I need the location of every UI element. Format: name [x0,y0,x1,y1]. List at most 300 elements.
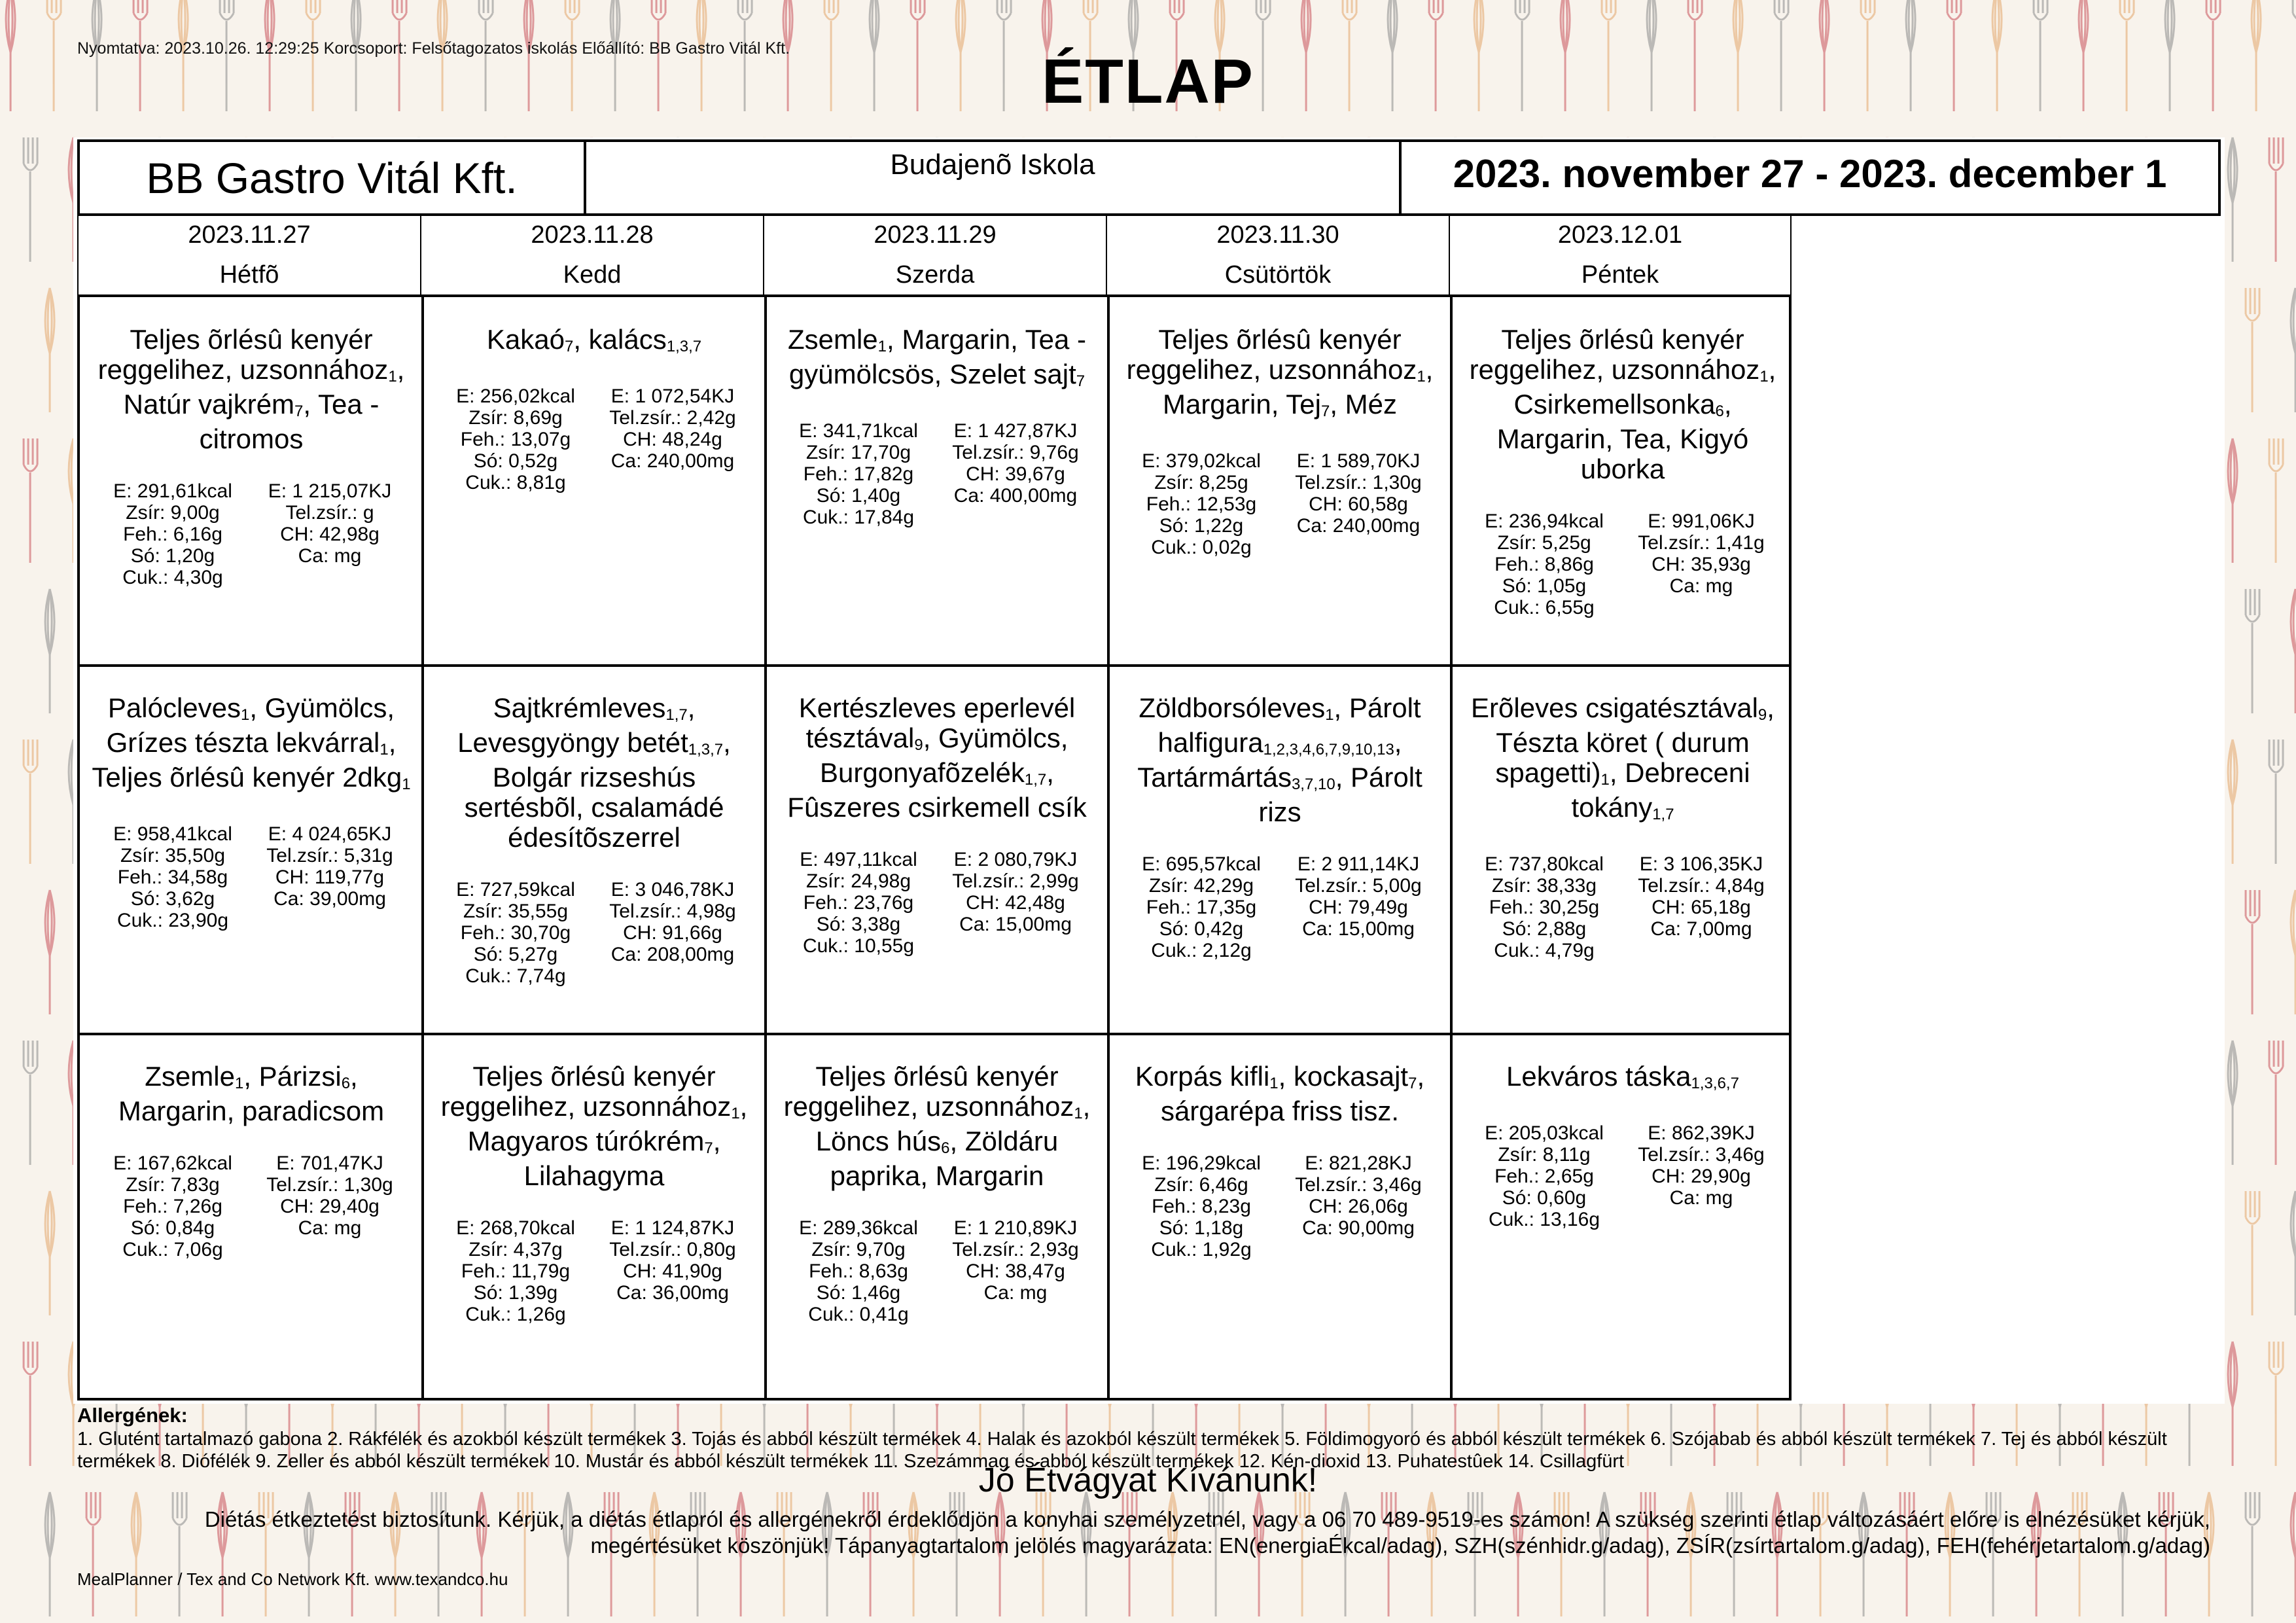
meal-text: , Méz [1330,389,1398,419]
meal-text: , Csirkemellsonka [1513,354,1776,419]
day-name: Kedd [563,261,622,289]
meal-text: , Margarin, paradicsom [118,1061,385,1126]
allergen-codes: 6 [1715,402,1724,420]
nutrition-value: Feh.: 8,86g [1494,554,1594,575]
grid-divider [1107,297,1110,1398]
nutrition-right-column [1280,853,1437,961]
nutrition-value: E: 497,11kcal [800,849,917,870]
meal-description [434,693,754,853]
nutrition-value: Feh.: 8,63g [809,1260,908,1282]
nutrition-value: Tel.zsír.: 0,80g [609,1239,736,1260]
meal-text: , Margarin, Tej [1162,354,1434,419]
fork-icon [24,1342,37,1466]
nutrition-value: Zsír: 24,98g [805,870,911,892]
allergen-codes: 9 [914,736,923,754]
nutrition-value: Tel.zsír.: 4,84g [1638,875,1765,897]
allergen-codes: 1 [1269,1075,1279,1092]
nutrition-value: Tel.zsír.: 2,42g [609,407,736,429]
whisk-icon [2228,1041,2237,1165]
allergen-codes: 1 [1074,1105,1083,1122]
nutrition-value: Tel.zsír.: 1,30g [1295,472,1422,493]
day-date: 2023.11.27 [188,221,311,249]
nutrition-value: Cuk.: 1,92g [1151,1239,1252,1260]
meal-cell [1108,666,1451,1034]
allergen-codes: 1 [1759,368,1769,385]
nutrition-left-column [1123,1152,1280,1260]
nutrition-right-column [937,1217,1094,1325]
nutrition-value: Tel.zsír.: 2,99g [952,870,1079,892]
nutrition-value: Ca: 240,00mg [1296,515,1421,537]
meal-description [777,1061,1097,1191]
nutrition-value: Só: 1,20g [130,545,215,567]
whisk-icon [45,1191,54,1315]
day-name: Hétfõ [219,261,279,289]
meal-description [92,325,411,454]
whisk-icon [45,589,54,713]
fork-icon [2269,740,2283,864]
nutrition-info [80,823,423,931]
nutrition-value: E: 268,70kcal [456,1217,575,1239]
nutrition-value: Cuk.: 17,84g [802,507,915,528]
meal-description [434,1061,754,1191]
nutrition-value: CH: 26,06g [1309,1196,1408,1217]
nutrition-value: Cuk.: 4,79g [1494,940,1595,961]
nutrition-value: Só: 2,88g [1502,918,1587,940]
nutrition-right-column [1623,1122,1780,1230]
fork-icon [2269,1041,2283,1165]
allergen-codes: 1 [380,741,389,758]
nutrition-right-column [1623,510,1780,618]
nutrition-right-column [1280,450,1437,558]
nutrition-value: Cuk.: 7,06g [122,1239,223,1260]
meal-cell [80,666,423,1034]
school-name: Budajenõ Iskola [584,142,1402,213]
fork-icon [2246,1191,2259,1315]
nutrition-value: E: 2 911,14KJ [1297,853,1420,875]
whisk-icon [2228,1342,2237,1466]
meal-cell [766,297,1108,666]
nutrition-value: Ca: 36,00mg [616,1282,729,1304]
nutrition-value: Ca: 90,00mg [1302,1217,1415,1239]
nutrition-value: Ca: 208,00mg [610,944,735,965]
whisk-icon [2291,890,2296,1014]
nutrition-info [766,1217,1108,1325]
nutrition-value: Só: 1,46g [816,1282,901,1304]
nutrition-value: Ca: mg [298,545,362,567]
nutrition-value: CH: 38,47g [966,1260,1065,1282]
nutrition-value: Feh.: 13,07g [460,429,571,450]
meal-cell [1451,1034,1794,1402]
meal-text: Korpás kifli [1135,1061,1270,1092]
nutrition-value: Feh.: 7,26g [123,1196,222,1217]
fork-icon [24,137,37,262]
allergen-codes: 7 [704,1139,713,1157]
nutrition-value: Só: 1,40g [816,485,901,507]
allergen-codes: 3,7,10 [1291,776,1335,793]
meal-text: , Margarin, Tea, Kigyó uborka [1496,389,1749,484]
meal-description [92,693,411,797]
day-date: 2023.11.28 [531,221,654,249]
nutrition-value: E: 167,62kcal [113,1152,232,1174]
meal-text: , Levesgyöngy betét [457,692,696,758]
meal-text: , Zöldáru paprika, Margarin [830,1126,1059,1191]
whisk-icon [2228,438,2237,563]
meal-text: , Debreceni tokány [1571,757,1750,823]
nutrition-left-column [437,385,594,493]
nutrition-value: Só: 1,39g [473,1282,558,1304]
meal-text: , Párolt rizs [1258,762,1422,827]
nutrition-value: E: 821,28KJ [1305,1152,1412,1174]
meal-text: Erõleves csigatésztával [1471,692,1758,723]
nutrition-value: Tel.zsír.: g [285,502,374,524]
allergen-codes: 6 [941,1139,950,1157]
nutrition-value: Feh.: 12,53g [1146,493,1257,515]
nutrition-value: CH: 42,98g [280,524,380,545]
meal-text: Lekváros táska [1506,1061,1691,1092]
meal-text: Teljes õrlésû kenyér reggelihez, uzsonnához [97,324,389,385]
nutrition-right-column [937,849,1094,957]
allergen-codes: 1,7 [1652,806,1674,823]
meal-cell [423,666,766,1034]
allergen-codes: 6 [341,1075,351,1092]
nutrition-value: Ca: mg [1669,575,1733,597]
nutrition-value: E: 3 046,78KJ [610,879,735,901]
allergen-codes: 1 [1600,771,1610,789]
nutrition-left-column [780,1217,937,1325]
allergen-codes: 7 [1076,372,1086,390]
nutrition-value: Tel.zsír.: 9,76g [952,442,1079,463]
fork-icon [2269,137,2283,262]
meal-text: , Gyümölcs, Burgonyafõzelék [820,722,1069,788]
nutrition-value: Só: 3,38g [816,914,901,935]
meal-text: Palócleves [107,692,241,723]
nutrition-value: Ca: 400,00mg [953,485,1078,507]
nutrition-right-column [1623,853,1780,961]
whisk-icon [2291,288,2296,412]
allergen-codes: 1 [1417,368,1426,385]
meal-description [1463,1061,1782,1096]
day-name: Péntek [1581,261,1659,289]
nutrition-value: Zsír: 7,83g [126,1174,220,1196]
date-range: 2023. november 27 - 2023. december 1 [1453,152,2167,196]
nutrition-value: E: 289,36kcal [799,1217,918,1239]
day-name: Szerda [895,261,975,289]
nutrition-value: Só: 0,52g [473,450,558,472]
nutrition-value: Cuk.: 0,02g [1151,537,1252,558]
nutrition-value: CH: 29,90g [1651,1166,1751,1187]
nutrition-value: CH: 91,66g [623,922,722,944]
day-name: Csütörtök [1224,261,1332,289]
meal-description [434,325,754,359]
nutrition-value: Tel.zsír.: 5,31g [266,845,393,866]
nutrition-value: Cuk.: 23,90g [116,910,229,931]
nutrition-value: Feh.: 11,79g [461,1260,571,1282]
meal-text: , Magyaros túrókrém [467,1091,748,1156]
meal-cell [423,1034,766,1402]
nutrition-value: Cuk.: 7,74g [465,965,566,987]
nutrition-right-column [594,385,751,493]
allergen-codes: 1,2,3,4,6,7,9,10,13 [1263,741,1394,758]
nutrition-value: Cuk.: 8,81g [465,472,566,493]
nutrition-value: E: 1 427,87KJ [953,420,1078,442]
day-date: 2023.12.01 [1557,221,1683,249]
nutrition-value: Zsír: 4,37g [468,1239,563,1260]
nutrition-info [1451,853,1794,961]
meal-text: , Margarin, Tea - gyümölcsös, Szelet sajt [788,324,1087,389]
nutrition-value: E: 205,03kcal [1485,1122,1604,1144]
nutrition-value: E: 958,41kcal [113,823,232,845]
nutrition-value: Ca: mg [983,1282,1048,1304]
nutrition-value: Zsír: 9,70g [811,1239,906,1260]
allergen-codes: 1 [1325,706,1334,724]
nutrition-value: Tel.zsír.: 3,46g [1638,1144,1765,1166]
allergen-codes: 1,3,7 [666,338,702,355]
meal-text: , Tea - citromos [199,389,380,454]
nutrition-value: Só: 1,05g [1502,575,1587,597]
nutrition-value: Zsír: 8,25g [1154,472,1248,493]
meal-text: , Párizsi [243,1061,342,1092]
day-header [420,216,763,294]
fork-icon [2246,1492,2259,1616]
page-title: ÉTLAP [1042,46,1254,116]
meal-description [1120,1061,1439,1126]
nutrition-value: Cuk.: 0,41g [808,1304,909,1325]
whisk-icon [45,288,54,412]
nutrition-value: Zsír: 35,50g [120,845,226,866]
nutrition-info [1108,853,1451,961]
meal-cell [766,1034,1108,1402]
nutrition-value: Ca: 7,00mg [1650,918,1752,940]
whisk-icon [2228,137,2237,262]
meal-text: , kalács [573,324,667,355]
meal-text: , Tészta köret ( durum spagetti) [1495,692,1775,788]
nutrition-value: Tel.zsír.: 5,00g [1295,875,1422,897]
meal-description [92,1061,411,1126]
nutrition-right-column [594,879,751,987]
nutrition-value: Ca: 240,00mg [610,450,735,472]
footer-credit: MealPlanner / Tex and Co Network Kft. www.texandco.hu [77,1569,508,1589]
nutrition-info [423,385,766,493]
nutrition-value: Ca: mg [298,1217,362,1239]
nutrition-value: Tel.zsír.: 1,30g [266,1174,393,1196]
nutrition-left-column [780,849,937,957]
day-header [763,216,1106,294]
nutrition-value: Zsír: 17,70g [805,442,911,463]
nutrition-right-column [594,1217,751,1325]
meal-text: , Teljes õrlésû kenyér 2dkg [92,727,402,793]
day-header [1449,216,1792,294]
allergen-codes: 9 [1757,706,1767,724]
allergen-codes: 1 [234,1075,244,1092]
nutrition-value: E: 291,61kcal [113,480,232,502]
nutrition-value: E: 991,06KJ [1648,510,1755,532]
nutrition-left-column [94,823,251,931]
allergen-codes: 1,3,6,7 [1691,1075,1739,1092]
whisk-icon [2291,1191,2296,1315]
whisk-icon [2291,1492,2296,1616]
nutrition-value: E: 1 589,70KJ [1296,450,1421,472]
nutrition-value: E: 3 106,35KJ [1639,853,1763,875]
nutrition-info [1108,450,1451,558]
nutrition-value: E: 701,47KJ [276,1152,383,1174]
nutrition-value: E: 737,80kcal [1485,853,1604,875]
meal-text: Kertészleves eperlevél tésztával [798,692,1076,753]
nutrition-value: E: 1 210,89KJ [953,1217,1078,1239]
nutrition-value: Zsír: 8,69g [468,407,563,429]
nutrition-left-column [780,420,937,528]
nutrition-value: Cuk.: 10,55g [802,935,915,957]
meal-description [1120,325,1439,424]
fork-icon [24,1041,37,1165]
nutrition-value: Cuk.: 6,55g [1494,597,1595,618]
nutrition-right-column [937,420,1094,528]
nutrition-value: Ca: 39,00mg [274,888,386,910]
nutrition-value: Ca: mg [1669,1187,1733,1209]
nutrition-value: Só: 0,42g [1159,918,1244,940]
company-name: BB Gastro Vitál Kft. [146,153,518,202]
nutrition-info [1451,510,1794,618]
meal-text: Teljes õrlésû kenyér reggelihez, uzsonnához [1469,324,1760,385]
nutrition-value: Cuk.: 2,12g [1151,940,1252,961]
meal-text: Sajtkrémleves [493,692,666,723]
nutrition-info [80,1152,423,1260]
header-row [77,139,2221,216]
grid-divider [80,1033,1789,1035]
nutrition-value: Feh.: 17,35g [1146,897,1257,918]
nutrition-value: Zsír: 8,11g [1498,1144,1591,1166]
allergen-codes: 1 [877,338,887,355]
day-header [1106,216,1449,294]
nutrition-right-column [251,1152,408,1260]
grid-divider [80,664,1789,667]
nutrition-value: Feh.: 8,23g [1152,1196,1251,1217]
fork-icon [2269,1342,2283,1466]
nutrition-value: CH: 41,90g [623,1260,722,1282]
nutrition-left-column [1466,510,1623,618]
meal-text: Teljes õrlésû kenyér reggelihez, uzsonnához [783,1061,1074,1122]
whisk-icon [2291,589,2296,713]
day-headers [77,216,1792,294]
meal-text: Teljes õrlésû kenyér reggelihez, uzsonnához [440,1061,732,1122]
nutrition-value: E: 379,02kcal [1142,450,1261,472]
nutrition-info [766,420,1108,528]
nutrition-value: E: 862,39KJ [1648,1122,1755,1144]
greeting: Jó Étvágyat Kívánunk! [978,1461,1318,1499]
nutrition-right-column [1280,1152,1437,1260]
nutrition-value: E: 1 215,07KJ [268,480,392,502]
nutrition-right-column [251,480,408,588]
meal-cell [1451,297,1794,666]
meal-text: Zsemle [787,324,878,355]
fork-icon [24,438,37,563]
nutrition-right-column [251,823,408,931]
menu-grid [77,294,1792,1400]
nutrition-left-column [1123,450,1280,558]
fork-icon [2269,438,2283,563]
nutrition-value: CH: 60,58g [1309,493,1408,515]
meal-cell [1108,1034,1451,1402]
grid-divider [421,297,424,1398]
meal-description [777,693,1097,823]
nutrition-value: Zsír: 5,25g [1497,532,1591,554]
nutrition-value: E: 2 080,79KJ [953,849,1078,870]
allergen-codes: 1,7 [665,706,688,724]
meal-description [777,325,1097,394]
nutrition-value: CH: 42,48g [966,892,1065,914]
nutrition-info [423,1217,766,1325]
meal-text: , Lilahagyma [523,1126,721,1191]
nutrition-left-column [437,879,594,987]
nutrition-left-column [437,1217,594,1325]
nutrition-left-column [1466,1122,1623,1230]
day-date: 2023.11.29 [874,221,997,249]
allergens-title: Allergének: [77,1404,188,1427]
nutrition-value: Só: 3,62g [130,888,215,910]
print-info: Nyomtatva: 2023.10.26. 12:29:25 Korcsoport: Felsőtagozatos iskolás Előállító: BB Gastro Vitál Kft. [77,39,790,58]
meal-text: , Párolt halfigura [1157,692,1421,758]
allergens-list: 1. Glutént tartalmazó gabona 2. Rákfélék és azokból készült termékek 3. Tojás és abból készült termékek 4. Halak és azokból készült termékek 5. Földimogyoró és abból készült termékek 6. Szójabab és abból készült termékek 7. Tej és abból készült termékek 8. Diófélék 9. Zeller és abból készült termékek 10. Mustár és abból készült termékek 11. Szezámmag és abból készült termékek 12. Kén-dioxid 13. Puhatestûek 14. Csillagfürt [77,1429,2167,1472]
meal-text: Zöldborsóleves [1139,692,1326,723]
nutrition-info [80,480,423,588]
fork-icon [2246,288,2259,412]
nutrition-left-column [1123,853,1280,961]
nutrition-value: CH: 119,77g [275,866,385,888]
nutrition-info [1451,1122,1794,1230]
nutrition-left-column [94,480,251,588]
allergen-codes: 7 [294,402,304,420]
nutrition-value: E: 1 072,54KJ [610,385,735,407]
nutrition-value: CH: 35,93g [1651,554,1751,575]
meal-cell [423,297,766,666]
nutrition-value: CH: 29,40g [280,1196,380,1217]
nutrition-value: Ca: 15,00mg [1302,918,1415,940]
nutrition-value: Zsír: 35,55g [463,901,569,922]
nutrition-value: E: 695,57kcal [1142,853,1261,875]
allergen-codes: 7 [1320,402,1330,420]
nutrition-value: E: 196,29kcal [1142,1152,1261,1174]
nutrition-left-column [94,1152,251,1260]
nutrition-value: Tel.zsír.: 4,98g [609,901,736,922]
whisk-icon [45,890,54,1014]
nutrition-value: Cuk.: 4,30g [122,567,223,588]
nutrition-info [1108,1152,1451,1260]
nutrition-value: Feh.: 6,16g [123,524,222,545]
nutrition-info [766,849,1108,957]
allergen-codes: 1,7 [1024,771,1047,789]
nutrition-value: Ca: 15,00mg [959,914,1072,935]
meal-text: , Tartármártás [1137,727,1402,793]
nutrition-value: E: 4 024,65KJ [268,823,392,845]
nutrition-value: Só: 0,84g [130,1217,215,1239]
grid-divider [1450,297,1453,1398]
meal-text: , sárgarépa friss tisz. [1160,1061,1425,1126]
whisk-icon [2228,740,2237,864]
fork-icon [2246,589,2259,713]
nutrition-left-column [1466,853,1623,961]
meal-text: , Bolgár rizseshús sertésbõl, csalamádé édesítõszerrel [464,727,731,853]
nutrition-value: E: 1 124,87KJ [610,1217,735,1239]
allergen-codes: 1 [241,706,250,724]
nutrition-value: Feh.: 2,65g [1494,1166,1594,1187]
meal-text: , kockasajt [1278,1061,1409,1092]
allergen-codes: 1 [731,1105,740,1122]
nutrition-value: Só: 1,22g [1159,515,1244,537]
nutrition-value: Feh.: 17,82g [803,463,914,485]
meal-text: , Natúr vajkrém [123,354,405,419]
nutrition-value: Tel.zsír.: 3,46g [1295,1174,1422,1196]
day-date: 2023.11.30 [1216,221,1339,249]
allergen-codes: 1,3,7 [688,741,724,758]
